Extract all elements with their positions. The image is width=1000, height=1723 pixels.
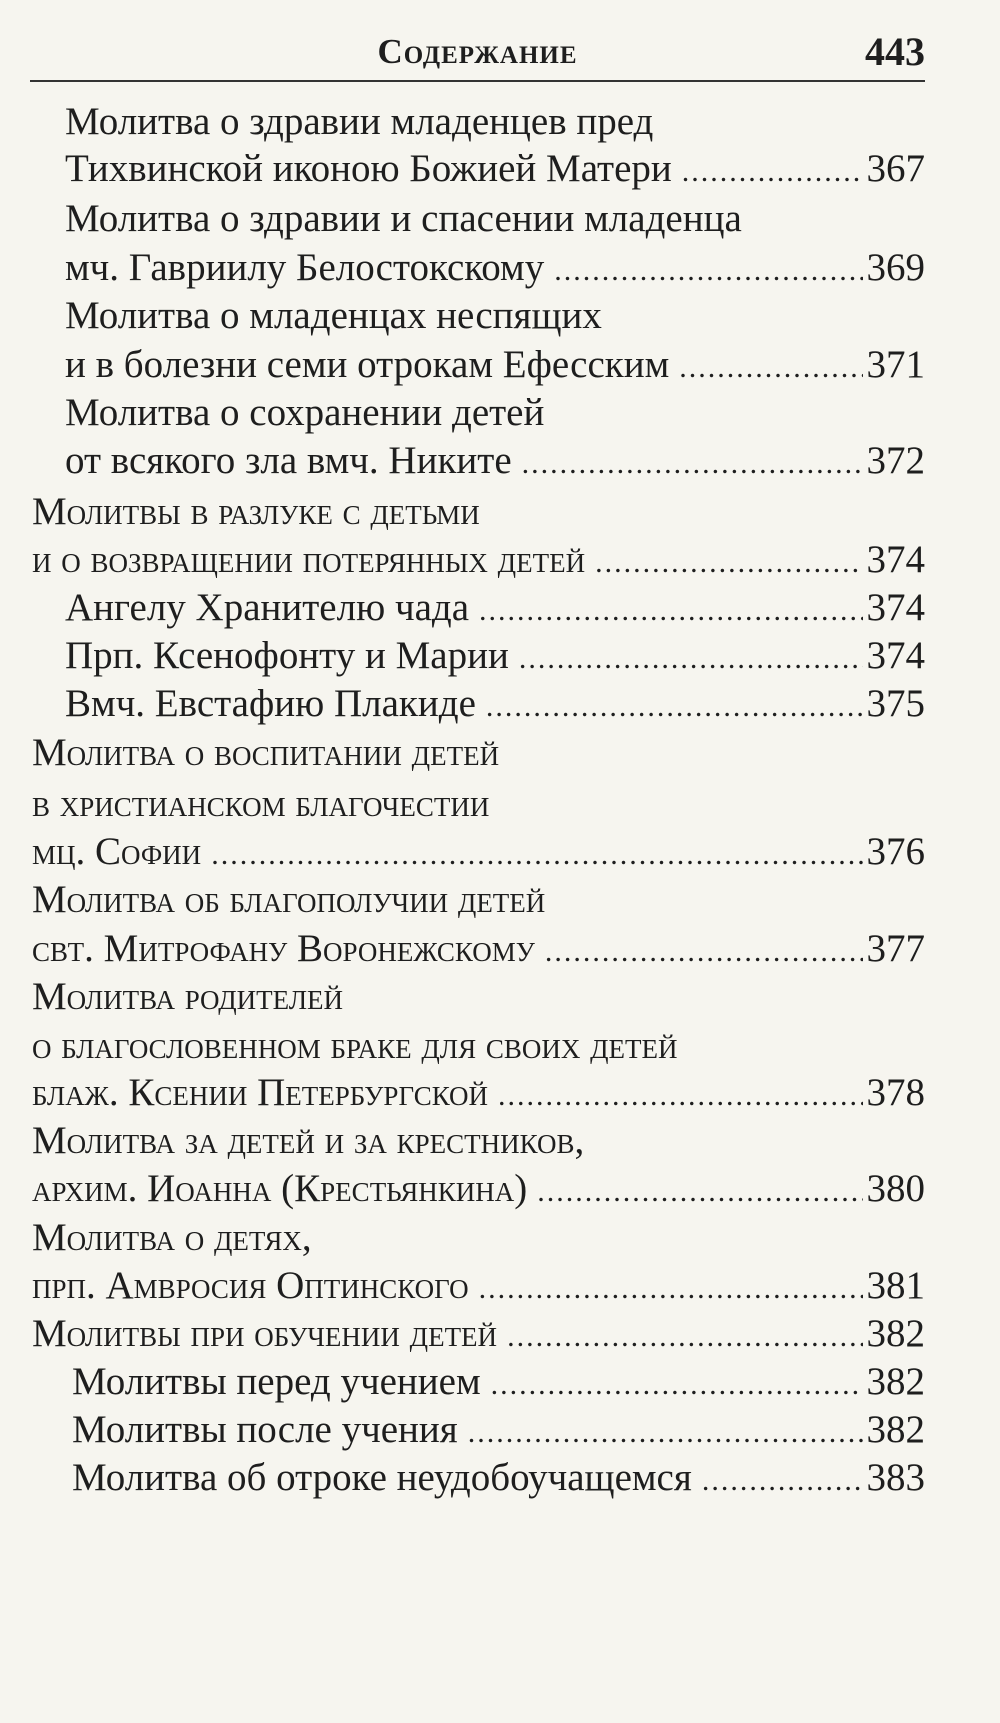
toc-page-number: 367	[866, 147, 925, 190]
toc-section-line	[32, 486, 925, 538]
toc-page-number: 383	[866, 1456, 925, 1499]
toc-page-number: 374	[866, 634, 925, 677]
toc-section-line	[32, 971, 925, 1023]
toc-entry-line	[65, 96, 925, 148]
toc-section-title: Молитва о детях,	[32, 1216, 312, 1259]
toc-section-line	[32, 1020, 925, 1072]
toc-entry-title: Ангелу Хранителю чада	[65, 586, 470, 629]
toc-entry-line	[65, 290, 925, 342]
toc-section-line	[32, 826, 925, 878]
toc-entry-title: Вмч. Евстафию Плакиде	[65, 682, 476, 725]
dot-leader	[522, 438, 863, 490]
toc-entry-title: Молитва об отроке неудобоучащемся	[72, 1456, 692, 1499]
toc-entry-title: Молитвы перед учением	[72, 1360, 481, 1403]
toc-section-title: о благословенном браке для своих детей	[32, 1024, 678, 1067]
toc-entry-line	[65, 242, 925, 294]
toc-section-title: мц. Софии	[32, 830, 202, 873]
toc-page-number: 372	[866, 439, 925, 482]
toc-page-number: 380	[866, 1167, 925, 1210]
toc-page-number: 382	[866, 1360, 925, 1403]
toc-page-number: 371	[866, 343, 925, 386]
toc-entry-line	[65, 582, 925, 634]
toc-section-line	[32, 1067, 925, 1119]
toc-section-title: свт. Митрофану Воронежскому	[32, 927, 535, 970]
dot-leader	[702, 1455, 863, 1507]
toc-entry-line	[72, 1452, 925, 1504]
toc-section-title: Молитвы при обучении детей	[32, 1312, 498, 1355]
toc-section-title: архим. Иоанна (Крестьянкина)	[32, 1167, 528, 1210]
toc-entry-line	[72, 1404, 925, 1456]
toc-section-title: блаж. Ксении Петербургской	[32, 1071, 489, 1114]
toc-entry-line	[65, 630, 925, 682]
toc-entry-title: и в болезни семи отрокам Ефесским	[65, 343, 670, 386]
dot-leader	[537, 1166, 862, 1218]
toc-section-title: Молитвы в разлуке с детьми	[32, 490, 480, 533]
page-number: 443	[865, 29, 925, 74]
toc-section-line	[32, 1212, 925, 1264]
toc-entry-line	[72, 1356, 925, 1408]
toc-entry-line	[65, 143, 925, 195]
toc-section-title: прп. Амвросия Оптинского	[32, 1264, 469, 1307]
toc-entry-title: Молитва о сохранении детей	[65, 391, 545, 434]
toc-page-number: 374	[866, 586, 925, 629]
dot-leader	[486, 681, 863, 733]
toc-entry-title: Молитва о здравии младенцев пред	[65, 100, 654, 143]
toc-entry-title: Молитвы после учения	[72, 1408, 458, 1451]
toc-section-title: Молитва родителей	[32, 975, 344, 1018]
toc-entry-title: мч. Гавриилу Белостокскому	[65, 246, 545, 289]
toc-section-line	[32, 1260, 925, 1312]
toc-section-title: Молитва о воспитании детей	[32, 731, 500, 774]
toc-entry-title: Прп. Ксенофонту и Марии	[65, 634, 509, 677]
toc-section-title: Молитва об благополучии детей	[32, 878, 546, 921]
toc-page-number: 378	[866, 1071, 925, 1114]
toc-page-number: 369	[866, 246, 925, 289]
toc-entry-line	[65, 435, 925, 487]
dot-leader	[682, 146, 863, 198]
toc-entry-title: от всякого зла вмч. Никите	[65, 439, 512, 482]
toc-section-line	[32, 874, 925, 926]
toc-entry-line	[65, 193, 925, 245]
toc-section-line	[32, 534, 925, 586]
toc-entry-title: Тихвинской иконою Божией Матери	[65, 147, 672, 190]
toc-section-line	[32, 923, 925, 975]
running-head	[30, 28, 925, 80]
toc-entry-line	[65, 678, 925, 730]
toc-page-number: 374	[866, 538, 925, 581]
toc-page-number: 382	[866, 1312, 925, 1355]
toc-section-title: Молитва за детей и за крестников,	[32, 1119, 585, 1162]
toc-section-line	[32, 1115, 925, 1167]
toc-section-line	[32, 778, 925, 830]
header-rule	[30, 80, 925, 82]
toc-page-number: 377	[866, 927, 925, 970]
toc-section-line	[32, 1163, 925, 1215]
toc-entry-line	[65, 387, 925, 439]
toc-section-title: в христианском благочестии	[32, 782, 490, 825]
toc-page-number: 382	[866, 1408, 925, 1451]
toc-entry-line	[65, 339, 925, 391]
toc-page-number: 375	[866, 682, 925, 725]
toc-section-line	[32, 1308, 925, 1360]
toc-page-number: 376	[866, 830, 925, 873]
toc-entry-title: Молитва о здравии и спасении младенца	[65, 197, 742, 240]
toc-section-title: и о возвращении потерянных детей	[32, 538, 586, 581]
toc-page-number: 381	[866, 1264, 925, 1307]
running-head-title: Содержание	[377, 32, 578, 71]
toc-entry-title: Молитва о младенцах неспящих	[65, 294, 602, 337]
toc-section-line	[32, 727, 925, 779]
